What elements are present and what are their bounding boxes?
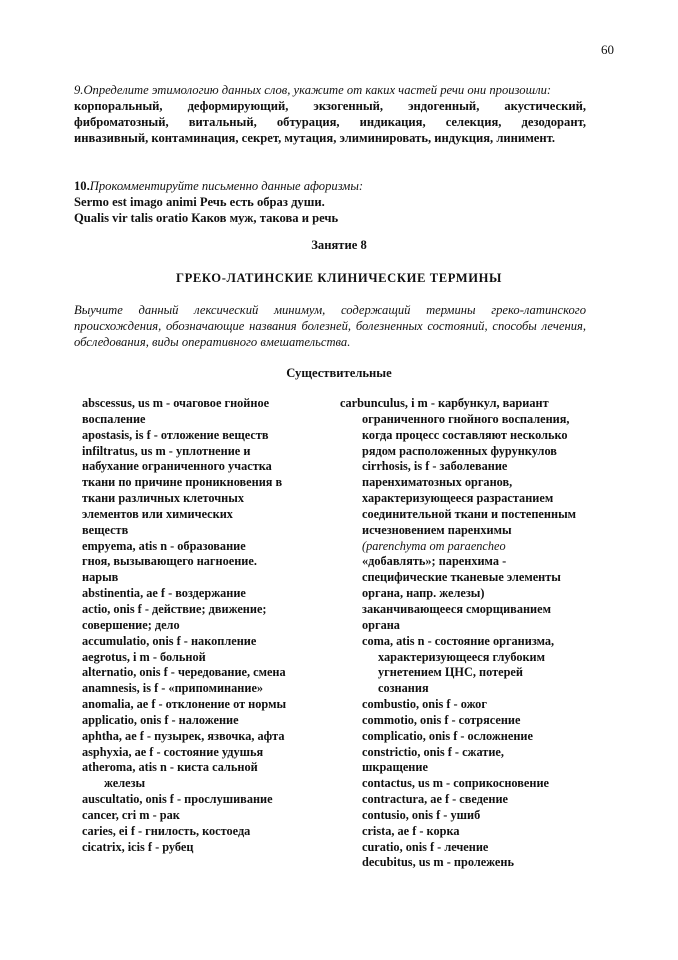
intro-paragraph: Выучите данный лексический минимум, содержащий термины греко-латинского происхождения, обозначающие названия болезней, болезненных состояний, способы лечения, обследования, виды оперативного вмешательства. (74, 303, 586, 349)
list-item: apostasis, is f - отложение веществ (82, 427, 269, 442)
list-item: нарыв (82, 570, 119, 585)
list-item: auscultatio, onis f - прослушивание (82, 792, 273, 807)
word: корпоральный, (74, 99, 163, 113)
list-item: исчезновением паренхимы (362, 522, 512, 537)
list-item: рядом расположенных фурункулов (362, 443, 557, 458)
exercise-10-text: Прокомментируйте письменно данные афоризмы: (89, 179, 364, 193)
list-item: воспаление (82, 411, 146, 426)
list-item: специфические тканевые элементы (362, 570, 561, 585)
aphorism-2: Qualis vir talis oratio Каков муж, такова и речь (74, 211, 339, 225)
list-item: ткани по причине проникновения в (82, 475, 283, 490)
exercise-9-words-line-3: инвазивный, контаминация, секрет, мутация, элиминировать, индукция, линимент. (74, 131, 556, 145)
list-item: шкращение (362, 760, 428, 775)
list-item: infiltratus, us m - уплотнение и (82, 443, 251, 458)
list-item: contactus, us m - соприкосновение (362, 776, 549, 791)
word: селекция, (445, 115, 502, 129)
word: дезодорант, (521, 115, 586, 129)
list-item: contractura, ae f - сведение (362, 792, 509, 807)
list-item: заканчивающееся сморщиванием (362, 601, 551, 616)
lesson-title: Занятие 8 (311, 238, 367, 252)
list-item: ткани различных клеточных (82, 491, 245, 506)
list-item: asphyxia, ae f - состояние удушья (82, 744, 264, 759)
word: витальный, (188, 115, 257, 129)
word: акустический, (504, 99, 586, 113)
list-item: железы (104, 776, 146, 791)
list-item: coma, atis n - состояние организма, (362, 633, 555, 648)
exercise-9 (74, 82, 586, 146)
list-item: «добавлять»; паренхима - (362, 554, 507, 569)
list-item: cirrhosis, is f - заболевание (362, 459, 508, 474)
right-column (340, 396, 595, 871)
list-item: паренхиматозных органов, (362, 475, 513, 490)
list-item: abstinentia, ae f - воздержание (82, 586, 246, 601)
list-item: cancer, cri m - рак (82, 807, 180, 822)
list-item: commotio, onis f - сотрясение (362, 712, 521, 727)
exercise-9-prompt: 9.Определите этимологию данных слов, укажите от каких частей речи они произошли: (74, 83, 552, 97)
list-item: сознания (378, 681, 429, 696)
word: деформирующий, (187, 99, 289, 113)
page-number: 60 (601, 42, 614, 57)
word: обтурация, (276, 115, 340, 129)
list-item: характеризующееся разрастанием (362, 491, 554, 506)
list-item: accumulatio, onis f - накопление (82, 633, 257, 648)
word: экзогенный, (313, 99, 384, 113)
list-item: contusio, onis f - ушиб (362, 807, 481, 822)
list-item: когда процесс составляют несколько (362, 427, 568, 442)
list-item: carbunculus, i m - карбункул, вариант (340, 396, 549, 410)
list-item: atheroma, atis n - киста сальной (82, 760, 258, 775)
list-item: угнетением ЦНС, потерей (378, 665, 523, 680)
exercise-10-prompt (74, 178, 586, 194)
list-item: органа (362, 617, 400, 632)
word: индикация, (359, 115, 426, 129)
list-item: combustio, onis f - ожог (362, 697, 487, 712)
exercise-10 (74, 178, 586, 226)
word: фиброматозный, (74, 115, 169, 129)
list-item: anamnesis, is f - «припоминание» (82, 681, 264, 696)
left-column (82, 396, 302, 855)
word: эндогенный, (408, 99, 480, 113)
list-item: empyema, atis n - образование (82, 538, 246, 553)
list-item: alternatio, onis f - чередование, смена (82, 665, 286, 680)
exercise-9-words-line-2 (74, 114, 586, 130)
exercise-9-words-line-1 (74, 98, 586, 114)
list-item: элементов или химических (82, 506, 233, 521)
section-title: ГРЕКО-ЛАТИНСКИЕ КЛИНИЧЕСКИЕ ТЕРМИНЫ (175, 271, 503, 285)
list-item: (parenchyma от paraencheo (362, 538, 506, 553)
list-item: соединительной ткани и постепенным (362, 506, 577, 521)
list-item: abscessus, us m - очаговое гнойное (82, 396, 270, 410)
list-item: aphtha, ae f - пузырек, язвочка, афта (82, 728, 285, 743)
list-item: crista, ae f - корка (362, 823, 460, 838)
list-item: anomalia, ae f - отклонение от нормы (82, 697, 287, 712)
list-item: caries, ei f - гнилость, костоеда (82, 823, 251, 838)
subheading: Существительные (286, 366, 392, 380)
list-item: constrictio, onis f - сжатие, (362, 744, 504, 759)
list-item: гноя, вызывающего нагноение. (82, 554, 257, 569)
list-item: органа, напр. железы) (362, 586, 485, 601)
list-item: набухание ограниченного участка (82, 459, 272, 474)
list-item: веществ (82, 522, 129, 537)
list-item: decubitus, us m - пролежень (362, 855, 514, 870)
list-item: ограниченного гнойного воспаления, (362, 411, 570, 426)
list-item: cicatrix, icis f - рубец (82, 839, 194, 854)
list-item: характеризующееся глубоким (378, 649, 546, 664)
aphorism-1: Sermo est imago animi Речь есть образ души. (74, 195, 325, 209)
list-item: complicatio, onis f - осложнение (362, 728, 533, 743)
list-item: совершение; дело (82, 617, 180, 632)
list-item: aegrotus, i m - больной (82, 649, 206, 664)
exercise-10-number: 10. (74, 179, 90, 193)
list-item: curatio, onis f - лечение (362, 839, 489, 854)
list-item: applicatio, onis f - наложение (82, 712, 239, 727)
list-item: actio, onis f - действие; движение; (82, 601, 267, 616)
